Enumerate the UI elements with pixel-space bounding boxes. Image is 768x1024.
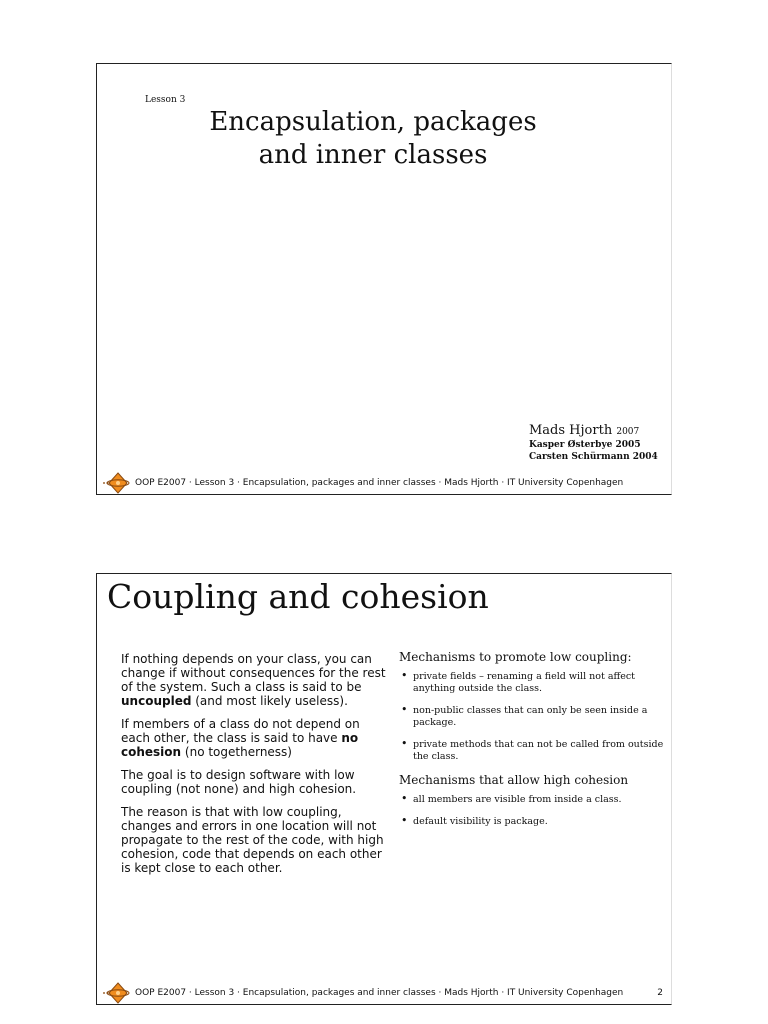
slide-footer	[97, 982, 671, 1004]
slide-footer	[97, 472, 671, 494]
list-item: • private fields – renaming a field will not affect anything outside the class.	[399, 671, 665, 695]
list-item: • default visibility is package.	[399, 816, 665, 828]
text-span: If nothing depends on your class, you can change if without consequences for the rest of the system. Such a class is said to be	[121, 652, 386, 694]
lesson-label: Lesson 3	[145, 95, 186, 105]
content-slide	[96, 573, 672, 1005]
footer-text: OOP E2007 · Lesson 3 · Encapsulation, packages and inner classes · Mads Hjorth · IT University Copenhagen	[135, 478, 624, 488]
slide-title	[183, 106, 563, 172]
text-span: If members of a class do not depend on each other, the class is said to have	[121, 717, 360, 745]
page-number: 2	[657, 988, 663, 998]
bold-term: no cohesion	[121, 731, 359, 759]
paragraph-reason: The reason is that with low coupling, changes and errors in one location will not propagate to the rest of the code, with high cohesion, code that depends on each other is kept close to each other.	[121, 805, 384, 875]
credit-main-year: 2007	[616, 427, 640, 437]
credit-main-name: Mads Hjorth	[529, 423, 613, 438]
title-line-1: Encapsulation, packages	[209, 107, 537, 137]
low-coupling-list	[399, 671, 665, 763]
title-slide	[96, 63, 672, 495]
left-column	[121, 652, 389, 884]
right-column	[399, 650, 665, 838]
credit-main	[529, 424, 658, 439]
list-item: • non-public classes that can only be seen inside a package.	[399, 705, 665, 729]
credit-second: Kasper Østerbye 2005	[529, 440, 641, 450]
title-line-2: and inner classes	[258, 140, 488, 170]
high-cohesion-list	[399, 794, 665, 828]
bold-term: uncoupled	[121, 694, 192, 708]
paragraph-uncoupled	[121, 652, 389, 708]
list-item: • all members are visible from inside a class.	[399, 794, 665, 806]
footer-text: OOP E2007 · Lesson 3 · Encapsulation, packages and inner classes · Mads Hjorth · IT University Copenhagen	[135, 988, 624, 998]
credit-third: Carsten Schürmann 2004	[529, 452, 658, 462]
itu-logo-icon	[99, 982, 131, 1004]
text-span: (and most likely useless).	[191, 694, 348, 708]
paragraph-goal: The goal is to design software with low coupling (not none) and high cohesion.	[121, 768, 357, 796]
paragraph-no-cohesion	[121, 717, 389, 759]
heading-low-coupling: Mechanisms to promote low coupling:	[399, 650, 632, 664]
text-span: (no togetherness)	[181, 745, 292, 759]
itu-logo-icon	[99, 472, 131, 494]
list-item: • private methods that can not be called from outside the class.	[399, 739, 665, 763]
credits	[529, 424, 658, 463]
slide-title: Coupling and cohesion	[107, 577, 489, 616]
heading-high-cohesion: Mechanisms that allow high cohesion	[399, 773, 629, 787]
